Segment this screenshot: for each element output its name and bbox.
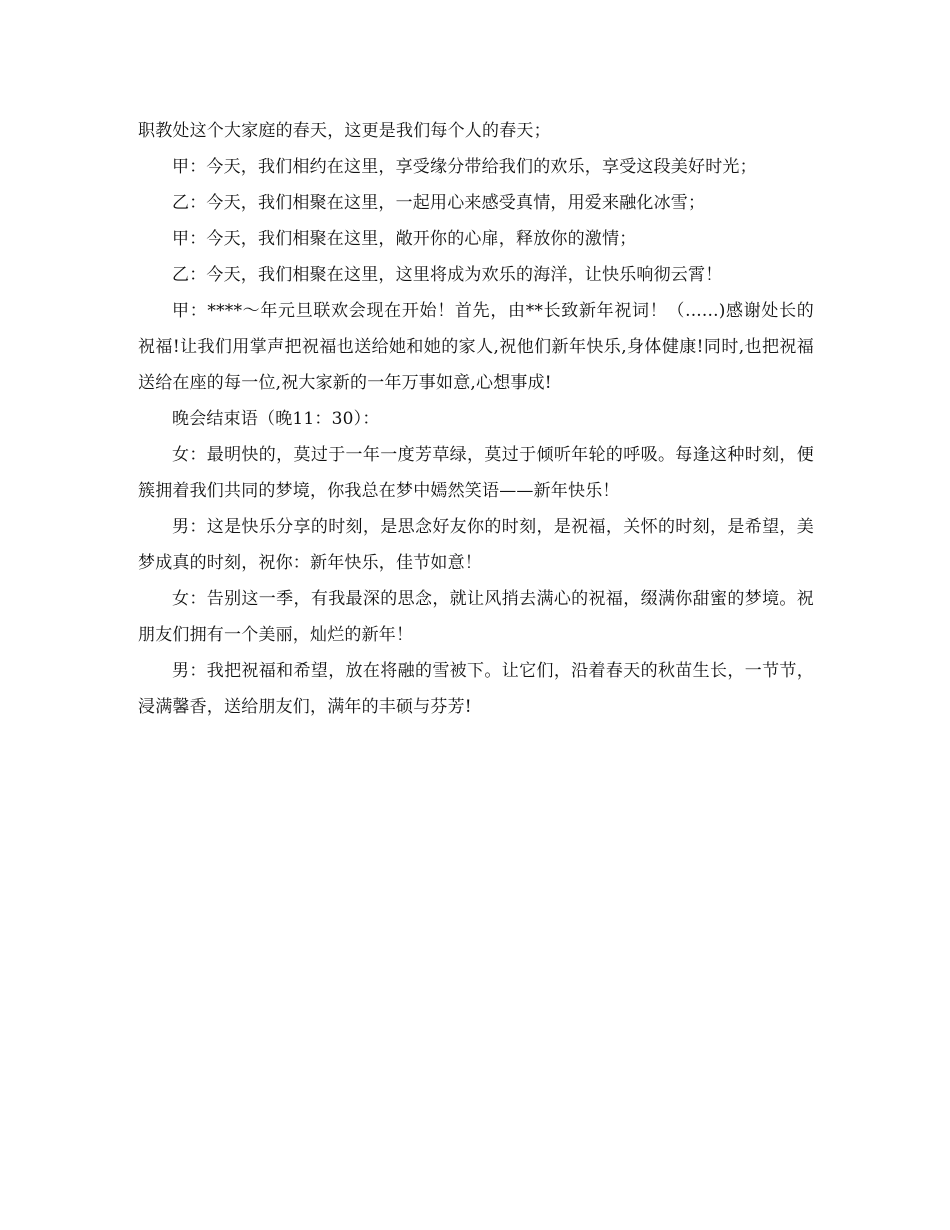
paragraph-yi-2: 乙：今天，我们相聚在这里，这里将成为欢乐的海洋，让快乐响彻云霄！ (172, 265, 723, 285)
paragraph-female-2: 女：告别这一季，有我最深的思念，就让风捎去满心的祝福，缀满你甜蜜的梦境。祝朋友们拥有一个美丽，灿烂的新年！ (138, 589, 814, 645)
paragraph-yi-1: 乙：今天，我们相聚在这里，一起用心来感受真情，用爱来融化冰雪； (172, 193, 706, 213)
section-heading-closing: 晚会结束语（晚11：30）： (172, 409, 380, 429)
paragraph-male-2: 男：我把祝福和希望，放在将融的雪被下。让它们，沿着春天的秋苗生长，一节节，浸满馨香，送给朋友们，满年的丰硕与芬芳! (138, 661, 814, 717)
paragraph-female-1: 女：最明快的，莫过于一年一度芳草绿，莫过于倾听年轮的呼吸。每逢这种时刻，便簇拥着我们共同的梦境，你我总在梦中嫣然笑语——新年快乐！ (138, 445, 814, 501)
document-body (138, 113, 814, 725)
paragraph-male-1: 男：这是快乐分享的时刻，是思念好友你的时刻，是祝福，关怀的时刻，是希望，美梦成真的时刻，祝你：新年快乐，佳节如意！ (138, 517, 814, 573)
paragraph-jia-2: 甲：今天，我们相聚在这里，敞开你的心扉，释放你的激情； (172, 229, 637, 249)
paragraph-continuation: 职教处这个大家庭的春天，这更是我们每个人的春天； (138, 121, 551, 141)
paragraph-jia-opening: 甲：****～年元旦联欢会现在开始！首先，由**长致新年祝词！（......)感谢处长的祝福!让我们用掌声把祝福也送给她和她的家人,祝他们新年快乐,身体健康!同时,也把祝福送给在座的每一位,祝大家新的一年万事如意,心想事成! (138, 301, 814, 393)
paragraph-jia-1: 甲：今天，我们相约在这里，享受缘分带给我们的欢乐，享受这段美好时光； (172, 157, 757, 177)
